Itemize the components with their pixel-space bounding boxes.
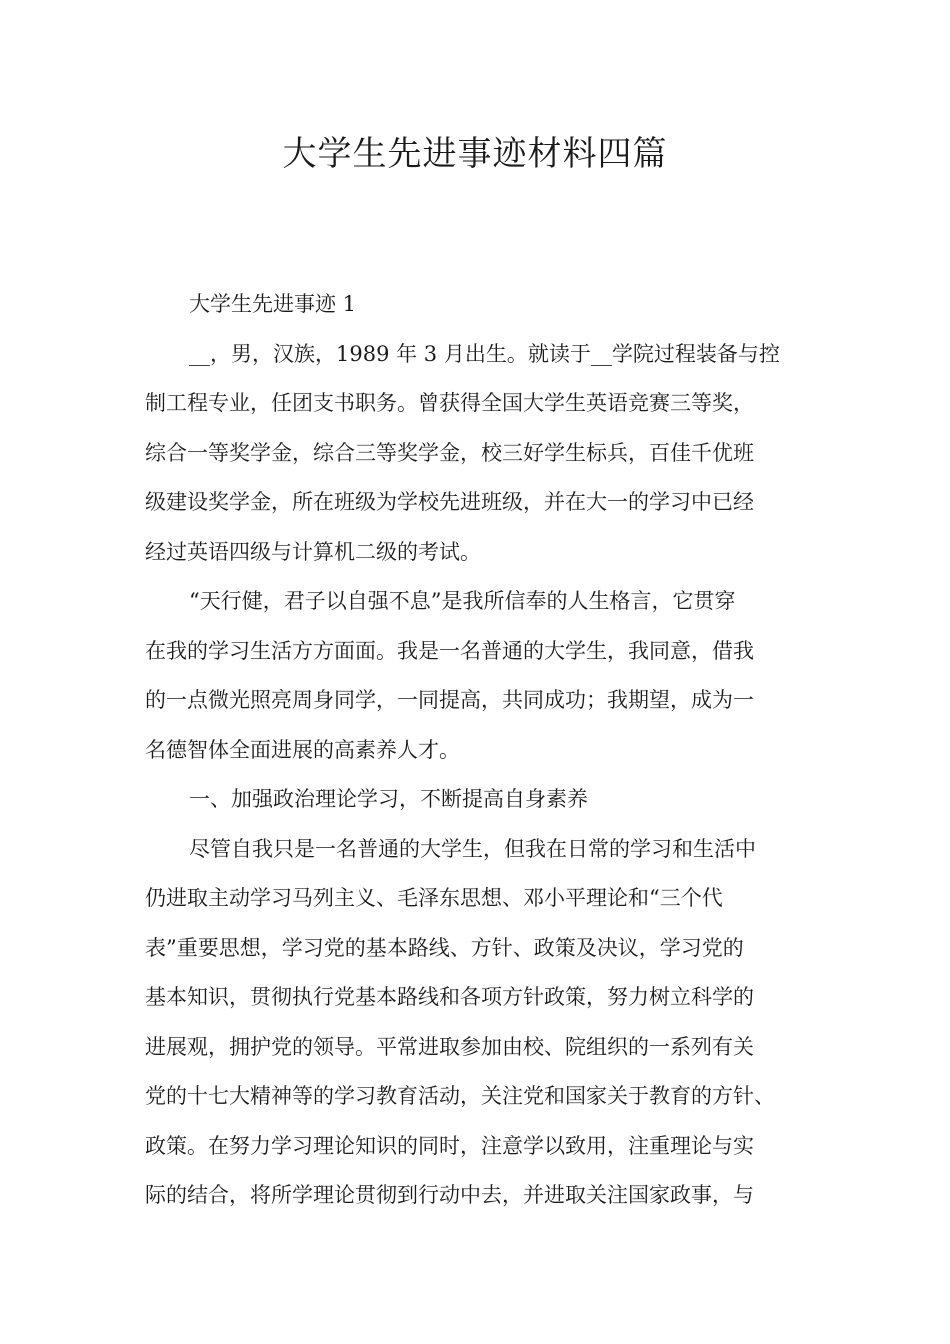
document-body xyxy=(145,280,815,1221)
body-line: 政策。在努力学习理论知识的同时，注意学以致用，注重理论与实 xyxy=(145,1133,754,1158)
body-line: 基本知识，贯彻执行党基本路线和各项方针政策，努力树立科学的 xyxy=(145,985,754,1009)
body-line: 大学生先进事迹 1 xyxy=(189,292,357,316)
body-line: 在我的学习生活方方面面。我是一名普通的大学生，我同意，借我 xyxy=(145,638,754,663)
body-line: 一、加强政治理论学习，不断提高自身素养 xyxy=(189,787,588,811)
body-line: 尽管自我只是一名普通的大学生，但我在日常的学习和生活中 xyxy=(189,836,756,861)
body-line: 表”重要思想，学习党的基本路线、方针、政策及决议，学习党的 xyxy=(145,935,744,960)
body-line: “天行健，君子以自强不息”是我所信奉的人生格言，它贯穿 xyxy=(189,589,736,613)
document-title: 大学生先进事迹材料四篇 xyxy=(282,134,668,174)
body-line: 制工程专业，任团支书职务。曾获得全国大学生英语竞赛三等奖， xyxy=(145,391,754,415)
body-line: 际的结合，将所学理论贯彻到行动中去，并进取关注国家政事，与 xyxy=(145,1183,754,1207)
body-line: 经过英语四级与计算机二级的考试。 xyxy=(145,539,481,564)
body-line: 综合一等奖学金，综合三等奖学金，校三好学生标兵，百佳千优班 xyxy=(145,440,754,465)
body-line: 名德智体全面进展的高素养人才。 xyxy=(145,737,460,762)
body-line: __，男，汉族，1989 年 3 月出生。就读于__学院过程装备与控 xyxy=(189,341,780,366)
body-line: 级建设奖学金，所在班级为学校先进班级，并在大一的学习中已经 xyxy=(145,490,754,514)
body-line: 仍进取主动学习马列主义、毛泽东思想、邓小平理论和“三个代 xyxy=(145,886,723,910)
body-line: 党的十七大精神等的学习教育活动，关注党和国家关于教育的方针、 xyxy=(145,1084,775,1108)
body-line: 进展观，拥护党的领导。平常进取参加由校、院组织的一系列有关 xyxy=(145,1034,754,1059)
body-line: 的一点微光照亮周身同学，一同提高，共同成功；我期望，成为一 xyxy=(145,688,754,712)
